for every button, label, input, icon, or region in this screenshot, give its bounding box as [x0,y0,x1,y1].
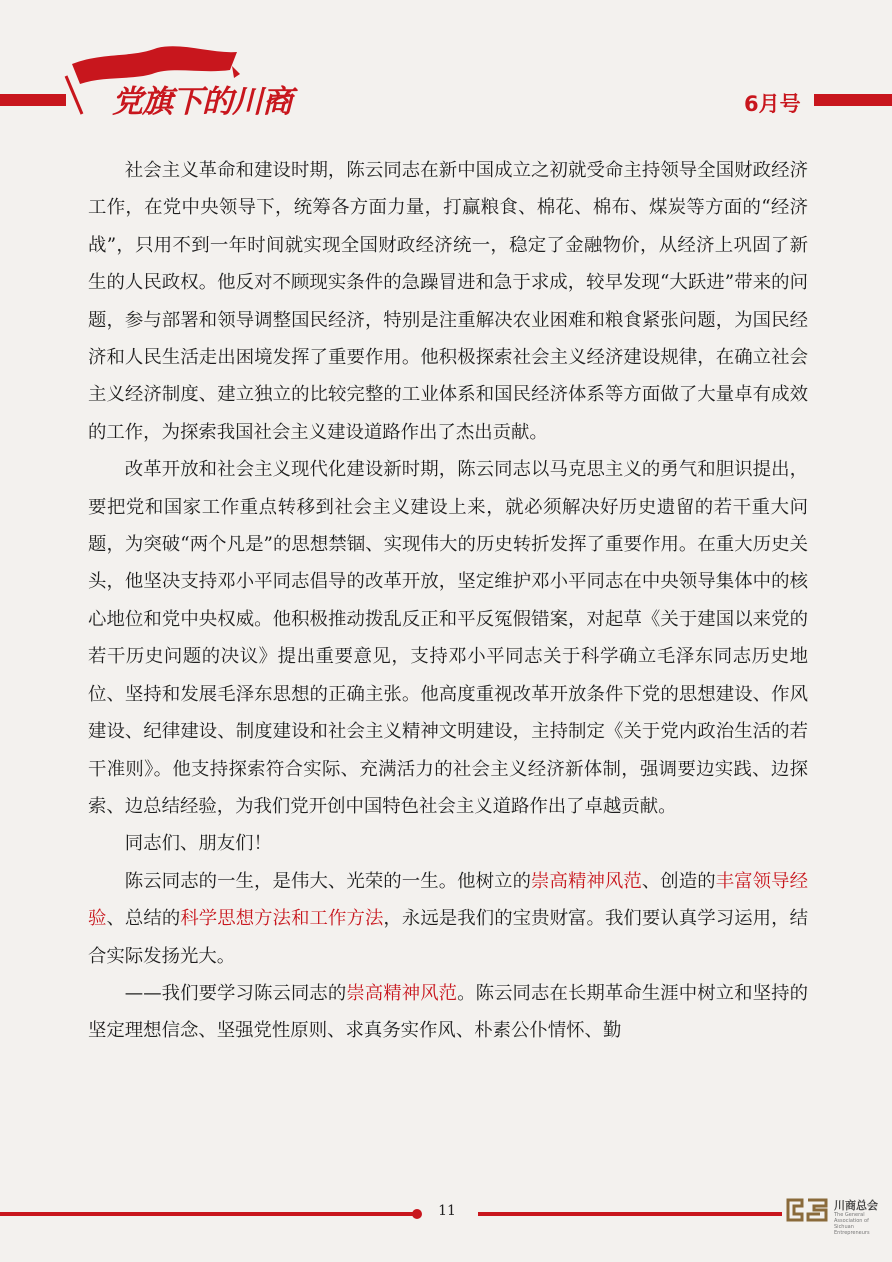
highlighted-phrase: 崇高精神风范 [531,870,642,892]
text-run: ——我们要学习陈云同志的 [124,982,347,1004]
paragraph [88,825,808,862]
paragraph [88,152,808,451]
issue-label: 6月号 [744,92,801,116]
header-bar-left [0,94,66,106]
text-run: 陈云同志的一生，是伟大、光荣的一生。他树立的 [124,870,532,892]
highlighted-phrase: 崇高精神风范 [346,982,458,1004]
text-run: 。陈云同志在长期革命生涯中树立和坚持的坚定理想信念、坚强党性原则、求真务实作风、朴素公仆情怀、勤 [88,982,808,1042]
footer-dot [412,1209,422,1219]
text-run: ，永远是我们的宝贵财富。我们要认真学习运用，结合实际发扬光大。 [88,908,808,967]
footer-line-left [0,1212,418,1216]
header-bar-right [814,94,892,106]
article-body [88,152,808,1050]
brand-name: 川商总会 [834,1199,878,1212]
brand-logo-icon [784,1196,832,1224]
paragraph [88,975,808,1050]
text-run: 同志们、朋友们！ [124,833,272,855]
text-run: 社会主义革命和建设时期，陈云同志在新中国成立之初就受命主持领导全国财政经济工作，在党中央领导下，统筹各方面力量，打赢粮食、棉花、棉布、煤炭等方面的“经济战”，只用不到一年时间就实现全国财政经济统一，稳定了金融物价，从经济上巩固了新生的人民政权。他反对不顾现实条件的急躁冒进和急于求成，较早发现“大跃进”带来的问题，参与部署和领导调整国民经济，特别是注重解决农业困难和粮食紧张问题，为国民经济和人民生活走出困境发挥了重要作用。他积极探索社会主义经济建设规律，在确立社会主义经济制度、建立独立的比较完整的工业体系和国民经济体系等方面做了大量卓有成效的工作，为探索我国社会主义建设道路作出了杰出贡献。 [88,160,808,443]
highlighted-phrase: 科学思想方法和工作方法 [180,908,384,930]
text-run: 、总结的 [106,908,181,930]
brand-subtitle: The General Association of Sichuan Entrepreneurs [834,1212,870,1236]
paragraph [88,863,808,975]
logo-text: 党旗下的川商 [112,84,292,120]
highlighted-phrase: 丰富领导经验 [88,870,808,930]
text-run: 改革开放和社会主义现代化建设新时期，陈云同志以马克思主义的勇气和胆识提出，要把党和国家工作重点转移到社会主义建设上来，就必须解决好历史遗留的若干重大问题，为突破“两个凡是”的思想禁锢、实现伟大的历史转折发挥了重要作用。在重大历史关头，他坚决支持邓小平同志倡导的改革开放，坚定维护邓小平同志在中央领导集体中的核心地位和党中央权威。他积极推动拨乱反正和平反冤假错案，对起草《关于建国以来党的若干历史问题的决议》提出重要意见，支持邓小平同志关于科学确立毛泽东同志历史地位、坚持和发展毛泽东思想的正确主张。他高度重视改革开放条件下党的思想建设、作风建设、纪律建设、制度建设和社会主义精神文明建设，主持制定《关于党内政治生活的若干准则》。他支持探索符合实际、充满活力的社会主义经济新体制，强调要边实践、边探索、边总结经验，为我们党开创中国特色社会主义道路作出了卓越贡献。 [88,459,808,817]
page-number: 11 [438,1203,456,1219]
text-run: 、创造的 [641,870,716,892]
paragraph [88,451,808,825]
footer-line-right [478,1212,782,1216]
logo [62,44,302,124]
